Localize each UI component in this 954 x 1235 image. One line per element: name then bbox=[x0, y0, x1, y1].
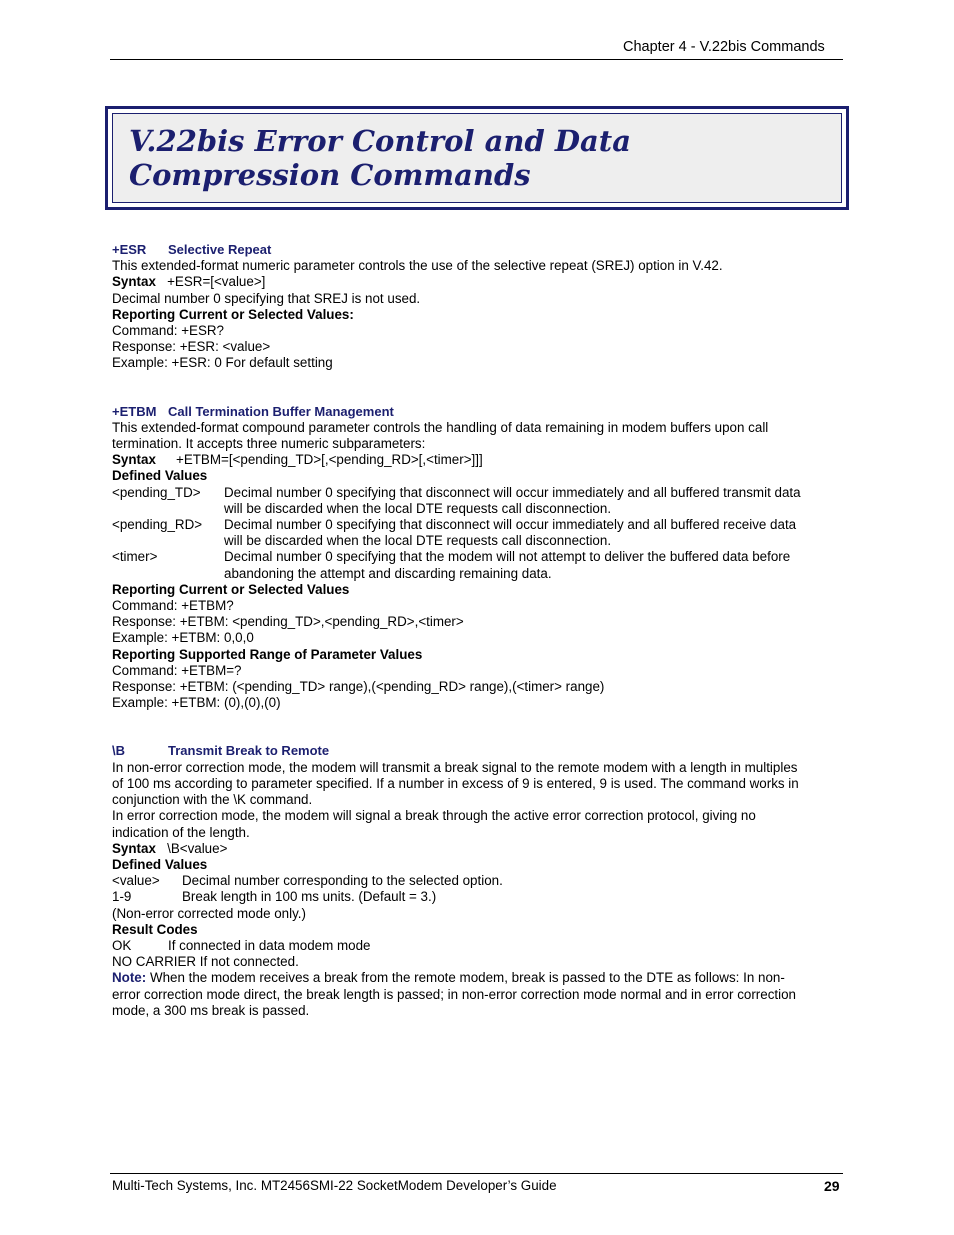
etbm-value-row bbox=[112, 549, 847, 581]
break-para1-line: conjunction with the \K command. bbox=[112, 792, 313, 808]
header-rule bbox=[110, 59, 843, 60]
esr-command-line: Command: +ESR? bbox=[112, 323, 225, 339]
break-note bbox=[112, 970, 847, 1019]
etbm-value-desc-line: abandoning the attempt and discarding remaining data. bbox=[224, 565, 552, 581]
break-syntax-label: Syntax bbox=[112, 840, 156, 856]
etbm-value-desc-line: will be discarded when the local DTE requests call disconnection. bbox=[224, 500, 612, 516]
etbm-value-desc bbox=[224, 549, 790, 581]
etbm-description-1: This extended-format compound parameter controls the handling of data remaining in modem buffers upon call bbox=[112, 419, 769, 435]
page-content bbox=[112, 242, 847, 1019]
spacer bbox=[112, 711, 847, 743]
footer-rule bbox=[110, 1173, 843, 1174]
break-syntax-value: \B<value> bbox=[167, 840, 228, 856]
break-noncorr: (Non-error corrected mode only.) bbox=[112, 905, 306, 921]
etbm-value-desc-line: Decimal number 0 specifying that disconnect will occur immediately and all buffered receive data bbox=[224, 517, 797, 533]
etbm-example-line: Example: +ETBM: 0,0,0 bbox=[112, 630, 254, 646]
esr-value-desc: Decimal number 0 specifying that SREJ is not used. bbox=[112, 290, 421, 306]
break-value-row bbox=[112, 873, 847, 889]
running-header: Chapter 4 - V.22bis Commands bbox=[623, 39, 825, 55]
etbm-value-row bbox=[112, 485, 847, 517]
esr-heading bbox=[112, 242, 847, 258]
chapter-title bbox=[129, 124, 631, 192]
etbm-defined-label: Defined Values bbox=[112, 468, 208, 484]
esr-name: Selective Repeat bbox=[168, 242, 272, 257]
break-name: Transmit Break to Remote bbox=[168, 743, 330, 759]
chapter-title-line1: V.22bis Error Control and Data bbox=[129, 124, 631, 158]
etbm-name: Call Termination Buffer Management bbox=[168, 403, 394, 419]
etbm-command-line: Command: +ETBM? bbox=[112, 598, 234, 614]
etbm-range-example: Example: +ETBM: (0),(0),(0) bbox=[112, 695, 281, 711]
etbm-response-line: Response: +ETBM: <pending_TD>,<pending_RD>,<timer> bbox=[112, 614, 464, 630]
etbm-value-key: <pending_TD> bbox=[112, 484, 201, 500]
etbm-heading bbox=[112, 404, 847, 420]
etbm-syntax-value: +ETBM=[<pending_TD>[,<pending_RD>[,<timer>]]] bbox=[176, 452, 483, 468]
break-result-label: Result Codes bbox=[112, 921, 198, 937]
etbm-value-key: <timer> bbox=[112, 549, 158, 565]
etbm-range-label: Reporting Supported Range of Parameter Values bbox=[112, 646, 423, 662]
note-label: Note: bbox=[112, 970, 147, 986]
etbm-description-2: termination. It accepts three numeric subparameters: bbox=[112, 436, 426, 452]
break-nocarrier: NO CARRIER If not connected. bbox=[112, 954, 299, 970]
etbm-value-row bbox=[112, 517, 847, 549]
etbm-value-desc bbox=[224, 485, 801, 517]
chapter-title-line2: Compression Commands bbox=[129, 158, 531, 192]
esr-description: This extended-format numeric parameter controls the use of the selective repeat (SREJ) option in V.42. bbox=[112, 258, 723, 274]
break-value-desc: Decimal number corresponding to the selected option. bbox=[182, 873, 503, 889]
etbm-value-key: <pending_RD> bbox=[112, 517, 203, 533]
break-para1-line: In non-error correction mode, the modem will transmit a break signal to the remote modem with a length in multiples bbox=[112, 759, 798, 775]
break-para1-line: of 100 ms according to parameter specified. If a number in excess of 9 is entered, 9 is used. The command works in bbox=[112, 775, 799, 791]
esr-syntax bbox=[112, 274, 847, 290]
break-result-key: OK bbox=[112, 937, 132, 953]
etbm-range-command: Command: +ETBM=? bbox=[112, 662, 242, 678]
break-value-key: 1-9 bbox=[112, 889, 132, 905]
note-text-line: When the modem receives a break from the remote modem, break is passed to the DTE as follows: In non- bbox=[146, 970, 785, 986]
break-value-desc: Break length in 100 ms units. (Default = 3.) bbox=[182, 889, 437, 905]
note-text-line: mode, a 300 ms break is passed. bbox=[112, 1002, 310, 1018]
etbm-syntax-label: Syntax bbox=[112, 452, 156, 468]
break-command: \B bbox=[112, 743, 125, 759]
esr-reporting-label: Reporting Current or Selected Values: bbox=[112, 306, 354, 322]
etbm-reporting-label: Reporting Current or Selected Values bbox=[112, 581, 350, 597]
break-syntax bbox=[112, 841, 847, 857]
etbm-value-desc-line: will be discarded when the local DTE requests call disconnection. bbox=[224, 533, 612, 549]
etbm-command: +ETBM bbox=[112, 403, 157, 419]
break-result-row bbox=[112, 938, 847, 954]
chapter-title-box bbox=[105, 106, 849, 210]
note-text-line: error correction mode direct, the break length is passed; in non-error correction mode normal and in error correction bbox=[112, 986, 796, 1002]
esr-response-line: Response: +ESR: <value> bbox=[112, 339, 271, 355]
break-result-desc: If connected in data modem mode bbox=[168, 937, 371, 953]
break-para2-line: In error correction mode, the modem will signal a break through the active error correction protocol, giving no bbox=[112, 808, 756, 824]
break-heading bbox=[112, 743, 847, 759]
chapter-title-inner bbox=[112, 113, 842, 203]
spacer bbox=[112, 372, 847, 404]
page-number: 29 bbox=[824, 1178, 840, 1194]
footer-text: Multi-Tech Systems, Inc. MT2456SMI-22 SocketModem Developer’s Guide bbox=[112, 1178, 557, 1193]
etbm-range-response: Response: +ETBM: (<pending_TD> range),(<pending_RD> range),(<timer> range) bbox=[112, 679, 605, 695]
break-value-key: <value> bbox=[112, 873, 160, 889]
esr-example-line: Example: +ESR: 0 For default setting bbox=[112, 355, 333, 371]
break-defined-label: Defined Values bbox=[112, 856, 208, 872]
break-para2-line: indication of the length. bbox=[112, 824, 250, 840]
esr-syntax-value: +ESR=[<value>] bbox=[167, 274, 266, 290]
esr-command: +ESR bbox=[112, 242, 147, 257]
etbm-value-desc bbox=[224, 517, 796, 549]
etbm-syntax bbox=[112, 452, 847, 468]
etbm-value-desc-line: Decimal number 0 specifying that the modem will not attempt to deliver the buffered data before bbox=[224, 549, 791, 565]
esr-syntax-label: Syntax bbox=[112, 274, 156, 290]
etbm-value-desc-line: Decimal number 0 specifying that disconnect will occur immediately and all buffered transmit data bbox=[224, 484, 801, 500]
break-value-row bbox=[112, 889, 847, 905]
